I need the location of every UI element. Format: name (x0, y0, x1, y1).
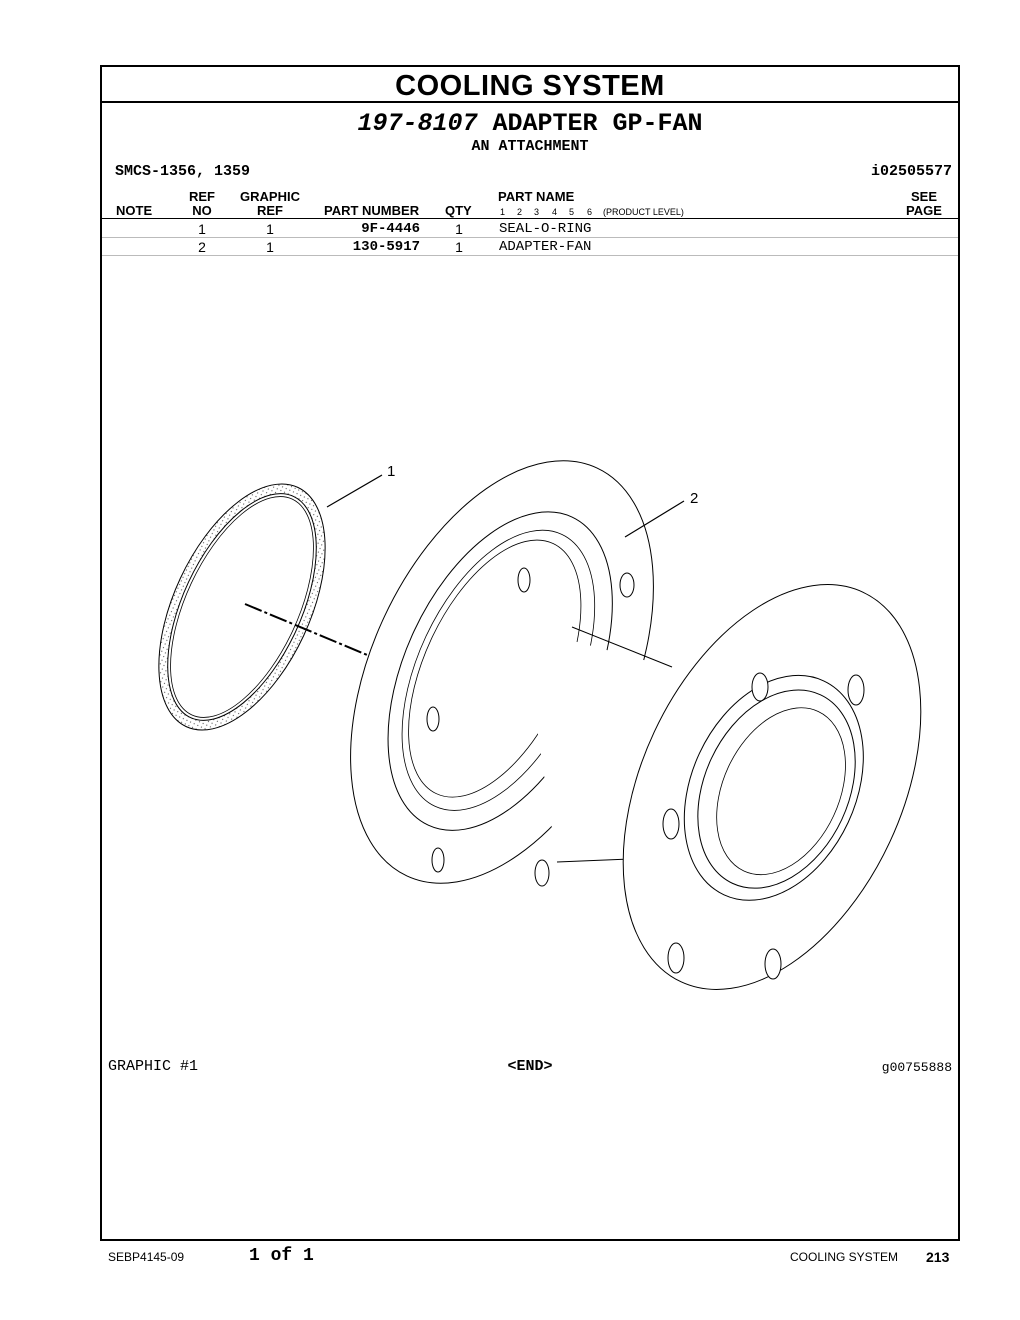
page-of: 1 of 1 (249, 1246, 314, 1266)
section-title: COOLING SYSTEM (102, 67, 958, 103)
callout-2: 2 (690, 490, 699, 507)
product-level-3: 3 (534, 207, 540, 217)
col-graphic-ref: GRAPHIC REF (240, 189, 300, 218)
graphic-id: g00755888 (881, 1060, 952, 1075)
col-qty: QTY (445, 203, 472, 218)
row2-ref: 2 (198, 239, 206, 255)
group-type: AN ATTACHMENT (471, 138, 589, 155)
col-part-number: PART NUMBER (324, 203, 420, 218)
footer-section: COOLING SYSTEM (790, 1250, 899, 1264)
product-level-1: 1 (500, 207, 506, 217)
product-level-label: (PRODUCT LEVEL) (603, 207, 684, 217)
product-level-2: 2 (517, 207, 523, 217)
end-marker: <END> (507, 1058, 553, 1075)
row1-graphic-ref: 1 (266, 221, 274, 237)
row2-graphic-ref: 1 (266, 239, 274, 255)
group-number: 197-8107 (357, 109, 478, 138)
row2-qty: 1 (455, 239, 463, 255)
graphic-label: GRAPHIC #1 (108, 1058, 199, 1075)
col-part-name: PART NAME (498, 189, 575, 204)
group-name: ADAPTER GP-FAN (492, 109, 703, 138)
row1-ref: 1 (198, 221, 206, 237)
product-level-5: 5 (569, 207, 575, 217)
product-level-6: 6 (587, 207, 593, 217)
doc-number: SEBP4145-09 (108, 1250, 185, 1264)
col-ref-no: REF NO (189, 189, 215, 218)
o-ring-seal (125, 459, 360, 756)
leader-line-1 (327, 475, 382, 507)
smcs-codes: SMCS-1356, 1359 (115, 163, 251, 180)
row2-part-number: 130-5917 (352, 239, 420, 255)
fan-adapter (289, 413, 958, 1037)
col-note: NOTE (116, 203, 153, 218)
col-see-page: SEE PAGE (906, 189, 942, 218)
page-number: 213 (926, 1249, 950, 1265)
row1-qty: 1 (455, 221, 463, 237)
row1-part-name: SEAL-O-RING (499, 221, 592, 237)
page-frame (100, 65, 960, 1241)
illustration-id: i02505577 (870, 163, 952, 180)
product-level-4: 4 (552, 207, 558, 217)
row1-part-number: 9F-4446 (361, 221, 420, 237)
row2-part-name: ADAPTER-FAN (499, 239, 592, 255)
callout-1: 1 (387, 463, 396, 480)
